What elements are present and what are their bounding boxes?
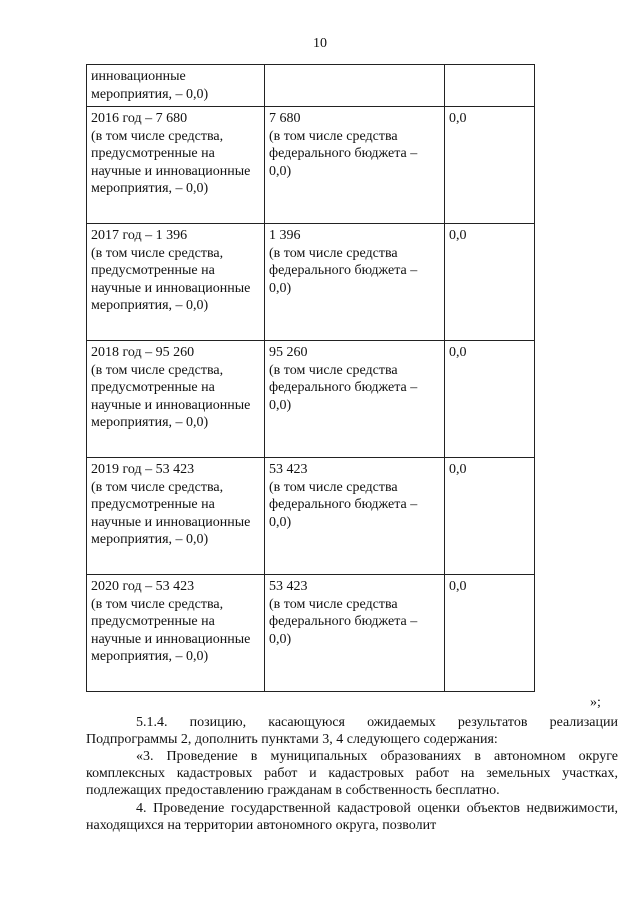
table-cell-amount: 53 423 (в том числе средства федерального бюджета – 0,0) — [265, 458, 445, 575]
closing-quote: »; — [590, 695, 601, 710]
table-cell-extra: 0,0 — [445, 107, 535, 224]
table-row — [87, 107, 535, 224]
page-number: 10 — [313, 36, 327, 51]
table-cell-year: 2019 год – 53 423 (в том числе средства, предусмотренные на научные и инновационные мероприятия, – 0,0) — [87, 458, 265, 575]
table-row — [87, 575, 535, 692]
table-cell-amount: 7 680 (в том числе средства федерального бюджета – 0,0) — [265, 107, 445, 224]
table-cell-year: 2020 год – 53 423 (в том числе средства, предусмотренные на научные и инновационные мероприятия, – 0,0) — [87, 575, 265, 692]
table-cell-amount: 1 396 (в том числе средства федерального бюджета – 0,0) — [265, 224, 445, 341]
table-cell-year: 2018 год – 95 260 (в том числе средства, предусмотренные на научные и инновационные мероприятия, – 0,0) — [87, 341, 265, 458]
table-cell-extra: 0,0 — [445, 224, 535, 341]
table-cell-amount: 95 260 (в том числе средства федерального бюджета – 0,0) — [265, 341, 445, 458]
paragraph-item-4: 4. Проведение государственной кадастровой оценки объектов недвижимости, находящихся на территории автономного округа, позволит — [86, 801, 618, 833]
table-cell-extra — [445, 65, 535, 107]
table-cell-year: 2017 год – 1 396 (в том числе средства, предусмотренные на научные и инновационные мероприятия, – 0,0) — [87, 224, 265, 341]
table-row — [87, 65, 535, 107]
table-row — [87, 341, 535, 458]
paragraph-item-3: «3. Проведение в муниципальных образованиях в автономном округе комплексных кадастровых работ и кадастровых работ на земельных участках, подлежащих предоставлению гражданам в собственность бесплатно. — [86, 749, 618, 798]
table-cell-year: 2016 год – 7 680 (в том числе средства, предусмотренные на научные и инновационные мероприятия, – 0,0) — [87, 107, 265, 224]
budget-table — [86, 64, 535, 692]
table-row — [87, 224, 535, 341]
table-cell-year: инновационные мероприятия, – 0,0) — [87, 65, 265, 107]
paragraph-5-1-4: 5.1.4. позицию, касающуюся ожидаемых результатов реализации Подпрограммы 2, дополнить пунктами 3, 4 следующего содержания: — [86, 715, 618, 747]
table-cell-extra: 0,0 — [445, 458, 535, 575]
table-cell-amount: 53 423 (в том числе средства федерального бюджета – 0,0) — [265, 575, 445, 692]
table-cell-amount — [265, 65, 445, 107]
table-cell-extra: 0,0 — [445, 575, 535, 692]
table-row — [87, 458, 535, 575]
table-cell-extra: 0,0 — [445, 341, 535, 458]
